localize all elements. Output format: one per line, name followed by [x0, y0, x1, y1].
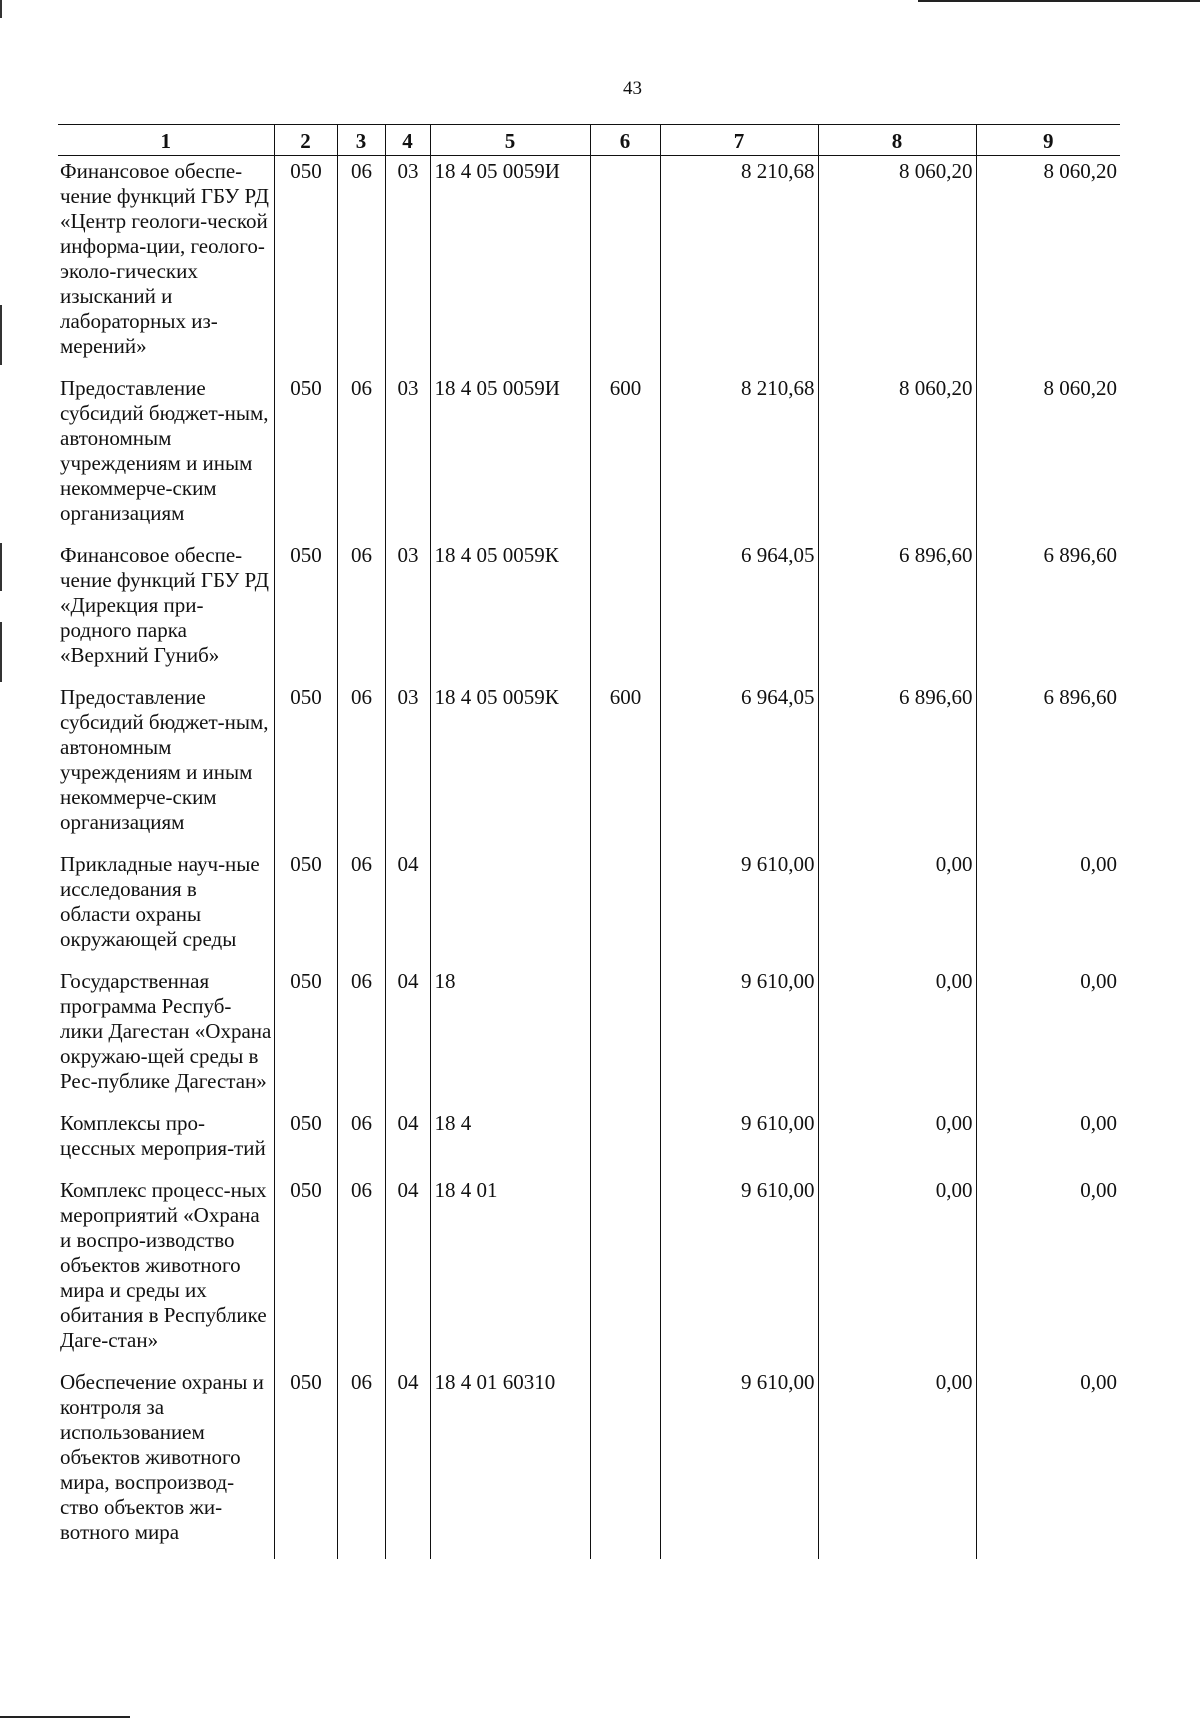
scan-edge-line-top: [918, 0, 1200, 2]
cell-section: 06: [337, 1108, 385, 1175]
cell-amount-8: 0,00: [818, 849, 976, 966]
cell-amount-9: 0,00: [976, 1175, 1120, 1367]
table-row: [58, 682, 1120, 849]
cell-amount-7: 6 964,05: [660, 682, 818, 849]
cell-amount-8: 6 896,60: [818, 682, 976, 849]
cell-expense-type: 600: [590, 373, 660, 540]
cell-subsection: 04: [385, 1108, 430, 1175]
row-name: Государственная программа Респуб-лики Дагестан «Охрана окружаю-щей среды в Рес-публике Дагестан»: [60, 969, 272, 1093]
cell-amount-9: 6 896,60: [976, 682, 1120, 849]
cell-amount-7: 8 210,68: [660, 156, 818, 374]
cell-section: 06: [337, 849, 385, 966]
cell-amount-8: 0,00: [818, 1367, 976, 1559]
cell-amount-8: 6 896,60: [818, 540, 976, 682]
scan-edge-mark: [0, 543, 2, 591]
row-name: Финансовое обеспе-чение функций ГБУ РД «Центр геологи-ческой информа-ции, геолого-эколо-гических изысканий и лабораторных из-мерений»: [60, 159, 269, 358]
cell-ministry-code: 050: [274, 682, 337, 849]
scan-edge-mark: [0, 0, 2, 18]
cell-expense-type: [590, 1175, 660, 1367]
cell-amount-8: 0,00: [818, 966, 976, 1108]
cell-section: 06: [337, 966, 385, 1108]
budget-table: [58, 124, 1120, 1559]
column-header: 2: [274, 125, 337, 156]
scan-edge-line-bottom: [0, 1716, 130, 1718]
column-header: 7: [660, 125, 818, 156]
cell-amount-9: 6 896,60: [976, 540, 1120, 682]
cell-amount-9: 8 060,20: [976, 373, 1120, 540]
table-row: [58, 156, 1120, 374]
table-row: [58, 1175, 1120, 1367]
column-header: 9: [976, 125, 1120, 156]
row-name: Комплексы про-цессных мероприя-тий: [60, 1111, 266, 1160]
cell-amount-7: 6 964,05: [660, 540, 818, 682]
cell-expense-type: [590, 966, 660, 1108]
cell-target-article: 18 4 05 0059И: [430, 156, 590, 374]
cell-subsection: 03: [385, 540, 430, 682]
cell-section: 06: [337, 682, 385, 849]
cell-target-article: 18 4 05 0059И: [430, 373, 590, 540]
cell-amount-8: 8 060,20: [818, 373, 976, 540]
cell-ministry-code: 050: [274, 1175, 337, 1367]
cell-amount-8: 0,00: [818, 1108, 976, 1175]
page-number: 43: [623, 78, 642, 99]
table-row: [58, 1108, 1120, 1175]
column-header: 6: [590, 125, 660, 156]
cell-section: 06: [337, 373, 385, 540]
row-name: Предоставление субсидий бюджет-ным, автономным учреждениям и иным некоммерче-ским организациям: [60, 685, 269, 834]
cell-subsection: 04: [385, 1367, 430, 1559]
row-name: Финансовое обеспе-чение функций ГБУ РД «Дирекция при-родного парка «Верхний Гуниб»: [60, 543, 269, 667]
column-header: 8: [818, 125, 976, 156]
row-name: Обеспечение охраны и контроля за использованием объектов животного мира, воспроизвод-ство объектов жи-вотного мира: [60, 1370, 264, 1544]
cell-ministry-code: 050: [274, 540, 337, 682]
cell-amount-9: 8 060,20: [976, 156, 1120, 374]
cell-amount-9: 0,00: [976, 1367, 1120, 1559]
cell-amount-9: 0,00: [976, 966, 1120, 1108]
cell-ministry-code: 050: [274, 1367, 337, 1559]
cell-target-article: [430, 849, 590, 966]
cell-subsection: 03: [385, 373, 430, 540]
row-name: Предоставление субсидий бюджет-ным, автономным учреждениям и иным некоммерче-ским организациям: [60, 376, 269, 525]
cell-section: 06: [337, 540, 385, 682]
cell-expense-type: 600: [590, 682, 660, 849]
cell-target-article: 18 4: [430, 1108, 590, 1175]
column-header: 3: [337, 125, 385, 156]
cell-target-article: 18 4 05 0059К: [430, 540, 590, 682]
cell-ministry-code: 050: [274, 966, 337, 1108]
cell-subsection: 03: [385, 682, 430, 849]
cell-section: 06: [337, 1367, 385, 1559]
cell-target-article: 18 4 05 0059К: [430, 682, 590, 849]
cell-amount-7: 8 210,68: [660, 373, 818, 540]
cell-subsection: 04: [385, 966, 430, 1108]
cell-target-article: 18 4 01 60310: [430, 1367, 590, 1559]
table-row: [58, 849, 1120, 966]
cell-amount-7: 9 610,00: [660, 966, 818, 1108]
cell-amount-8: 8 060,20: [818, 156, 976, 374]
column-header: 5: [430, 125, 590, 156]
cell-amount-9: 0,00: [976, 849, 1120, 966]
cell-amount-9: 0,00: [976, 1108, 1120, 1175]
cell-subsection: 03: [385, 156, 430, 374]
cell-ministry-code: 050: [274, 373, 337, 540]
cell-amount-7: 9 610,00: [660, 1108, 818, 1175]
column-header: 4: [385, 125, 430, 156]
cell-section: 06: [337, 156, 385, 374]
row-name: Прикладные науч-ные исследования в области охраны окружающей среды: [60, 852, 260, 951]
cell-amount-7: 9 610,00: [660, 849, 818, 966]
table-row: [58, 966, 1120, 1108]
table-row: [58, 373, 1120, 540]
cell-section: 06: [337, 1175, 385, 1367]
cell-subsection: 04: [385, 1175, 430, 1367]
cell-subsection: 04: [385, 849, 430, 966]
cell-amount-7: 9 610,00: [660, 1367, 818, 1559]
cell-expense-type: [590, 1367, 660, 1559]
cell-ministry-code: 050: [274, 1108, 337, 1175]
cell-ministry-code: 050: [274, 156, 337, 374]
row-name: Комплекс процесс-ных мероприятий «Охрана и воспро-изводство объектов животного мира и среды их обитания в Республике Даге-стан»: [60, 1178, 267, 1352]
cell-expense-type: [590, 156, 660, 374]
table-row: [58, 1367, 1120, 1559]
cell-target-article: 18: [430, 966, 590, 1108]
column-header: 1: [58, 125, 274, 156]
table-row: [58, 540, 1120, 682]
scan-edge-mark: [0, 622, 2, 682]
scan-edge-mark: [0, 305, 2, 365]
cell-target-article: 18 4 01: [430, 1175, 590, 1367]
cell-expense-type: [590, 849, 660, 966]
cell-ministry-code: 050: [274, 849, 337, 966]
cell-expense-type: [590, 1108, 660, 1175]
cell-expense-type: [590, 540, 660, 682]
cell-amount-8: 0,00: [818, 1175, 976, 1367]
table-header-row: [58, 125, 1120, 156]
cell-amount-7: 9 610,00: [660, 1175, 818, 1367]
